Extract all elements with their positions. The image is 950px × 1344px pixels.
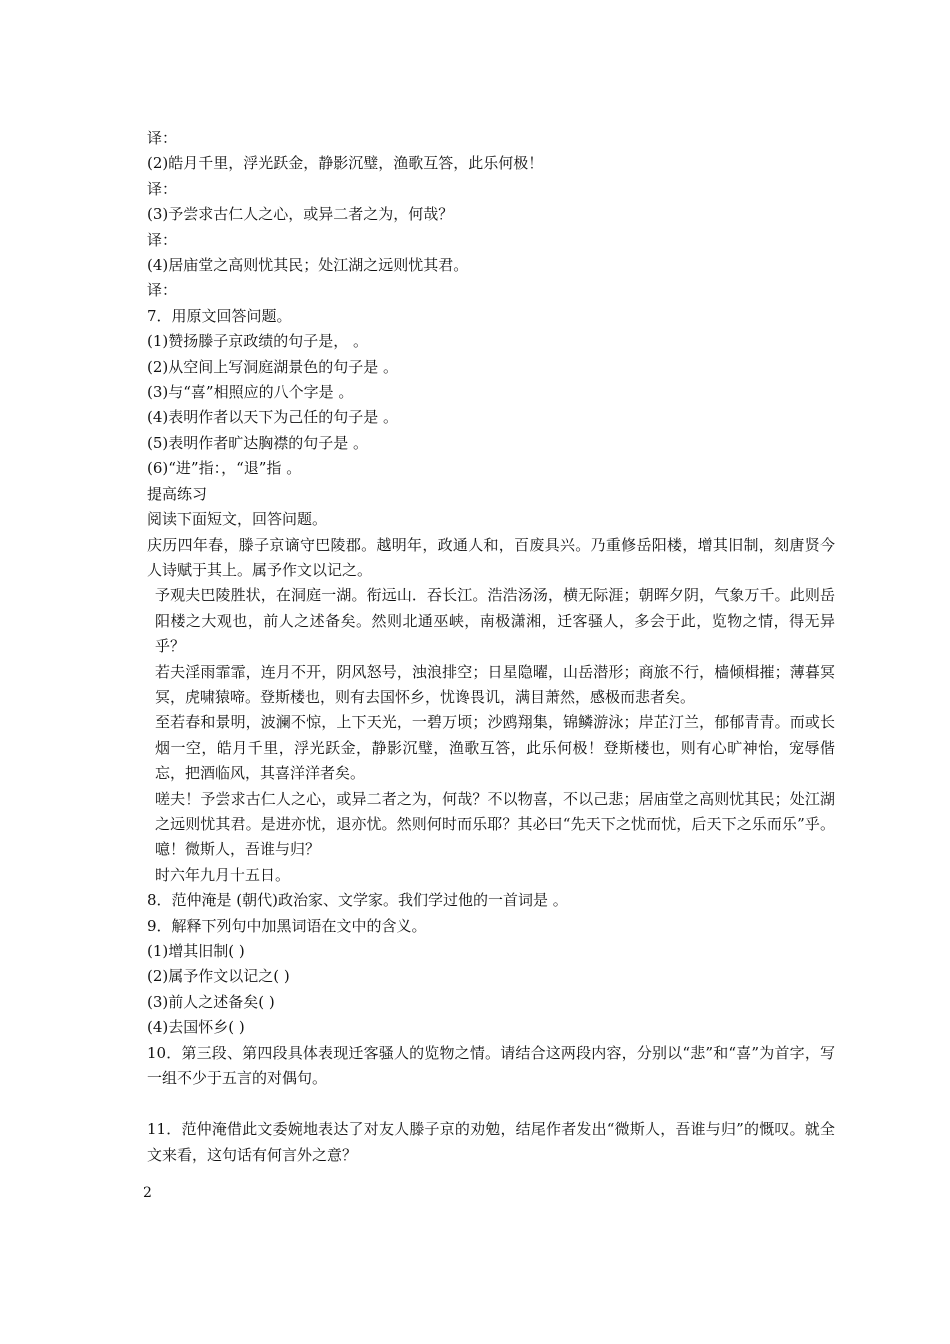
- question-item: (4)居庙堂之高则忧其民；处江湖之远则忧其君。: [147, 256, 469, 275]
- question-item: (3)与“喜”相照应的八个字是 。: [147, 383, 354, 402]
- passage-paragraph: 至若春和景明，波澜不惊，上下天光，一碧万顷；沙鸥翔集，锦鳞游泳；岸芷汀兰，郁郁青青。而或长烟一空，皓月千里，浮光跃金，静影沉璧，渔歌互答，此乐何极！登斯楼也，则有心旷神怡，宠辱偕忘，把酒临风，其喜洋洋者矣。: [155, 713, 835, 783]
- question-item: (2)皓月千里，浮光跃金，静影沉璧，渔歌互答，此乐何极！: [147, 154, 544, 173]
- page-number: 2: [143, 1185, 152, 1201]
- section-heading: 提高练习: [147, 484, 208, 503]
- question-item: (1)增其旧制( ): [147, 942, 245, 960]
- translation-label: 译：: [147, 281, 178, 300]
- question-heading: 11．范仲淹借此文委婉地表达了对友人滕子京的劝勉，结尾作者发出“微斯人，吾谁与归”的慨叹。就全文来看，这句话有何言外之意？: [147, 1120, 835, 1164]
- question-item: (4)去国怀乡( ): [147, 1018, 245, 1037]
- question-item: (5)表明作者旷达胸襟的句子是 。: [147, 433, 369, 452]
- passage-paragraph: 予观夫巴陵胜状，在洞庭一湖。衔远山．吞长江。浩浩汤汤，横无际涯；朝晖夕阴，气象万千。此则岳阳楼之大观也，前人之述备矣。然则北通巫峡，南极潇湘，迁客骚人，多会于此，览物之情，得无异乎？: [155, 586, 835, 656]
- question-item: (4)表明作者以天下为己任的句子是 。: [147, 408, 399, 427]
- translation-label: 译：: [147, 230, 178, 249]
- passage-paragraph: 嗟夫！予尝求古仁人之心，或异二者之为，何哉？不以物喜，不以己悲；居庙堂之高则忧其民；处江湖之远则忧其君。是进亦忧，退亦忧。然则何时而乐耶？其必曰“先天下之忧而忧，后天下之乐而乐”乎。噫！微斯人，吾谁与归？: [155, 789, 835, 859]
- question-heading: 9．解释下列句中加黑词语在文中的含义。: [147, 916, 427, 935]
- question-item: (6)“进”指：，“退”指 。: [147, 459, 302, 478]
- answer-space: [143, 1091, 835, 1117]
- question-item: (2)属予作文以记之( ): [147, 967, 290, 986]
- question-item: (1)赞扬滕子京政绩的句子是， 。: [147, 332, 369, 351]
- passage-paragraph: 庆历四年春，滕子京谪守巴陵郡。越明年，政通人和，百废具兴。乃重修岳阳楼，增其旧制，刻唐贤今人诗赋于其上。属予作文以记之。: [147, 535, 835, 579]
- question-item: (2)从空间上写洞庭湖景色的句子是 。: [147, 357, 399, 376]
- document-body: [143, 126, 835, 1168]
- question-heading: 8．范仲淹是 (朝代)政治家、文学家。我们学过他的一首词是 。: [147, 891, 568, 910]
- question-heading: 7．用原文回答问题。: [147, 306, 292, 325]
- instruction: 阅读下面短文，回答问题。: [147, 510, 328, 529]
- translation-label: 译：: [147, 179, 178, 198]
- question-item: (3)前人之述备矣( ): [147, 992, 275, 1011]
- question-heading: 10．第三段、第四段具体表现迁客骚人的览物之情。请结合这两段内容，分别以“悲”和“喜”为首字，写一组不少于五言的对偶句。: [147, 1043, 835, 1088]
- passage-paragraph: 时六年九月十五日。: [155, 865, 291, 884]
- question-item: (3)予尝求古仁人之心，或异二者之为，何哉？: [147, 205, 454, 224]
- translation-label: 译：: [147, 129, 178, 147]
- passage-paragraph: 若夫淫雨霏霏，连月不开，阴风怒号，浊浪排空；日星隐曜，山岳潜形；商旅不行，樯倾楫摧；薄暮冥冥，虎啸猿啼。登斯楼也，则有去国怀乡，忧谗畏讥，满目萧然，感极而悲者矣。: [155, 662, 835, 706]
